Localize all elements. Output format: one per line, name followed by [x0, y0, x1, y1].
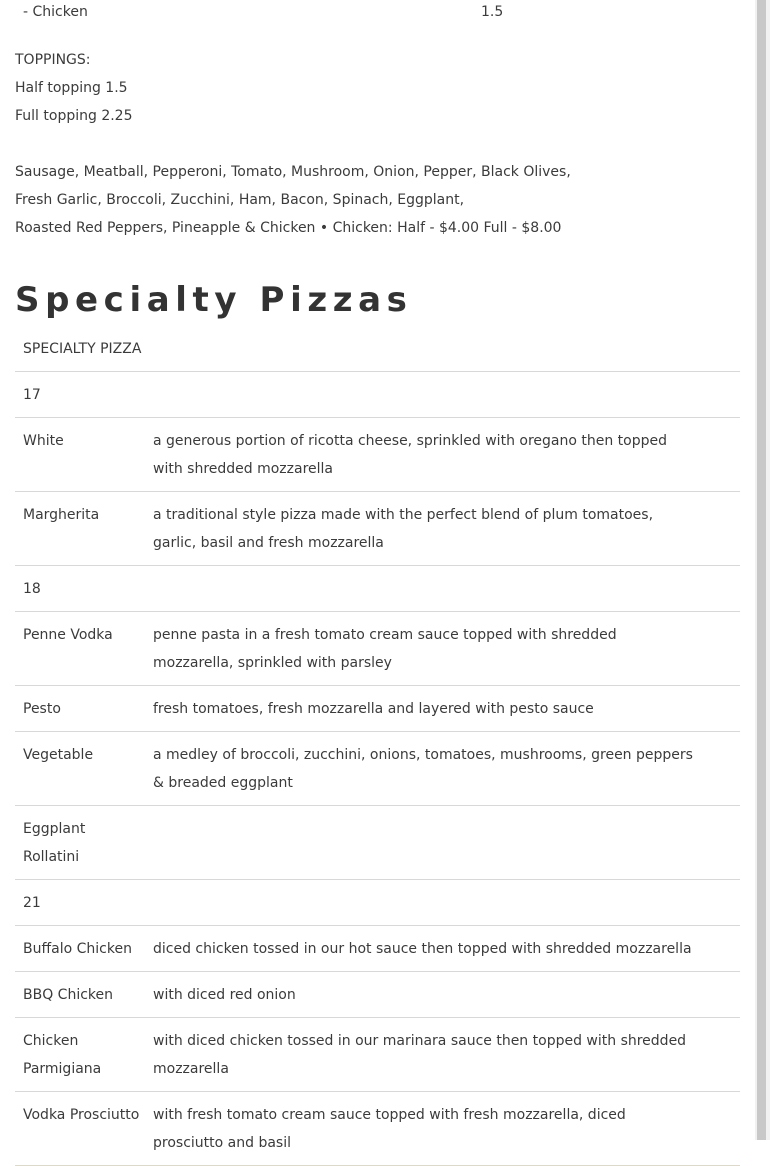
toppings-list-line: Roasted Red Peppers, Pineapple & Chicken • Chicken: Half - $4.00 Full - $8.00 — [15, 220, 562, 236]
table-header: SPECIALTY PIZZA — [23, 341, 142, 357]
pizza-name: Margherita — [23, 507, 100, 523]
pizza-name: Chicken Parmigiana — [23, 1033, 102, 1077]
pizza-name: Buffalo Chicken — [23, 941, 132, 957]
pizza-name: Penne Vodka — [23, 627, 113, 643]
pizza-description: a medley of broccoli, zucchini, onions, tomatoes, mushrooms, green peppers & breaded eggplant — [153, 747, 693, 791]
table-row — [15, 686, 740, 732]
vertical-scrollbar[interactable] — [755, 0, 770, 1140]
table-row — [15, 492, 740, 566]
pizza-description — [145, 889, 698, 917]
pizza-name: Eggplant Rollatini — [23, 821, 86, 865]
pizza-name: Vegetable — [23, 747, 94, 763]
pizza-description: diced chicken tossed in our hot sauce then topped with shredded mozzarella — [153, 941, 692, 957]
table-row — [15, 1092, 740, 1166]
table-row — [15, 418, 740, 492]
pizza-description: a generous portion of ricotta cheese, sprinkled with oregano then topped with shredded mozzarella — [153, 433, 667, 477]
table-row — [15, 972, 740, 1018]
toppings-list — [15, 158, 740, 242]
pizza-description — [145, 575, 698, 603]
pizza-description — [145, 815, 698, 871]
table-row — [15, 880, 740, 926]
table-row — [15, 926, 740, 972]
table-row — [15, 612, 740, 686]
section-title: Specialty Pizzas — [15, 280, 413, 320]
pizza-description: penne pasta in a fresh tomato cream sauce topped with shredded mozzarella, sprinkled with parsley — [153, 627, 617, 671]
pizza-name: 21 — [23, 895, 41, 911]
table-row — [15, 806, 740, 880]
table-header-row — [15, 326, 740, 372]
topping-price-row — [15, 0, 740, 28]
table-row — [15, 566, 740, 612]
toppings-title: TOPPINGS: — [15, 52, 91, 68]
pizza-description: with diced red onion — [153, 987, 296, 1003]
pizza-name: White — [23, 433, 64, 449]
pizza-name: 18 — [23, 581, 41, 597]
pizza-name: BBQ Chicken — [23, 987, 114, 1003]
pizza-description: a traditional style pizza made with the perfect blend of plum tomatoes, garlic, basil and fresh mozzarella — [153, 507, 654, 551]
toppings-section — [15, 46, 740, 242]
item-price: 1.5 — [481, 4, 504, 20]
pizza-description: with fresh tomato cream sauce topped with fresh mozzarella, diced prosciutto and basil — [153, 1107, 626, 1151]
toppings-list-line: Sausage, Meatball, Pepperoni, Tomato, Mushroom, Onion, Pepper, Black Olives, — [15, 164, 571, 180]
menu-content — [15, 0, 740, 1166]
table-row — [15, 1018, 740, 1092]
table-row — [15, 732, 740, 806]
toppings-list-line: Fresh Garlic, Broccoli, Zucchini, Ham, Bacon, Spinach, Eggplant, — [15, 192, 465, 208]
table-row — [15, 372, 740, 418]
full-topping-price: Full topping 2.25 — [15, 108, 133, 124]
pizza-description — [145, 381, 698, 409]
scrollbar-thumb[interactable] — [757, 0, 766, 1140]
half-topping-price: Half topping 1.5 — [15, 80, 128, 96]
pizza-description: fresh tomatoes, fresh mozzarella and layered with pesto sauce — [153, 701, 594, 717]
pizza-description: with diced chicken tossed in our marinara sauce then topped with shredded mozzarella — [153, 1033, 687, 1077]
specialty-pizza-table — [15, 326, 740, 1166]
item-name: - Chicken — [23, 4, 88, 20]
pizza-name: Vodka Prosciutto — [23, 1107, 140, 1123]
pizza-name: 17 — [23, 387, 41, 403]
pizza-name: Pesto — [23, 701, 61, 717]
